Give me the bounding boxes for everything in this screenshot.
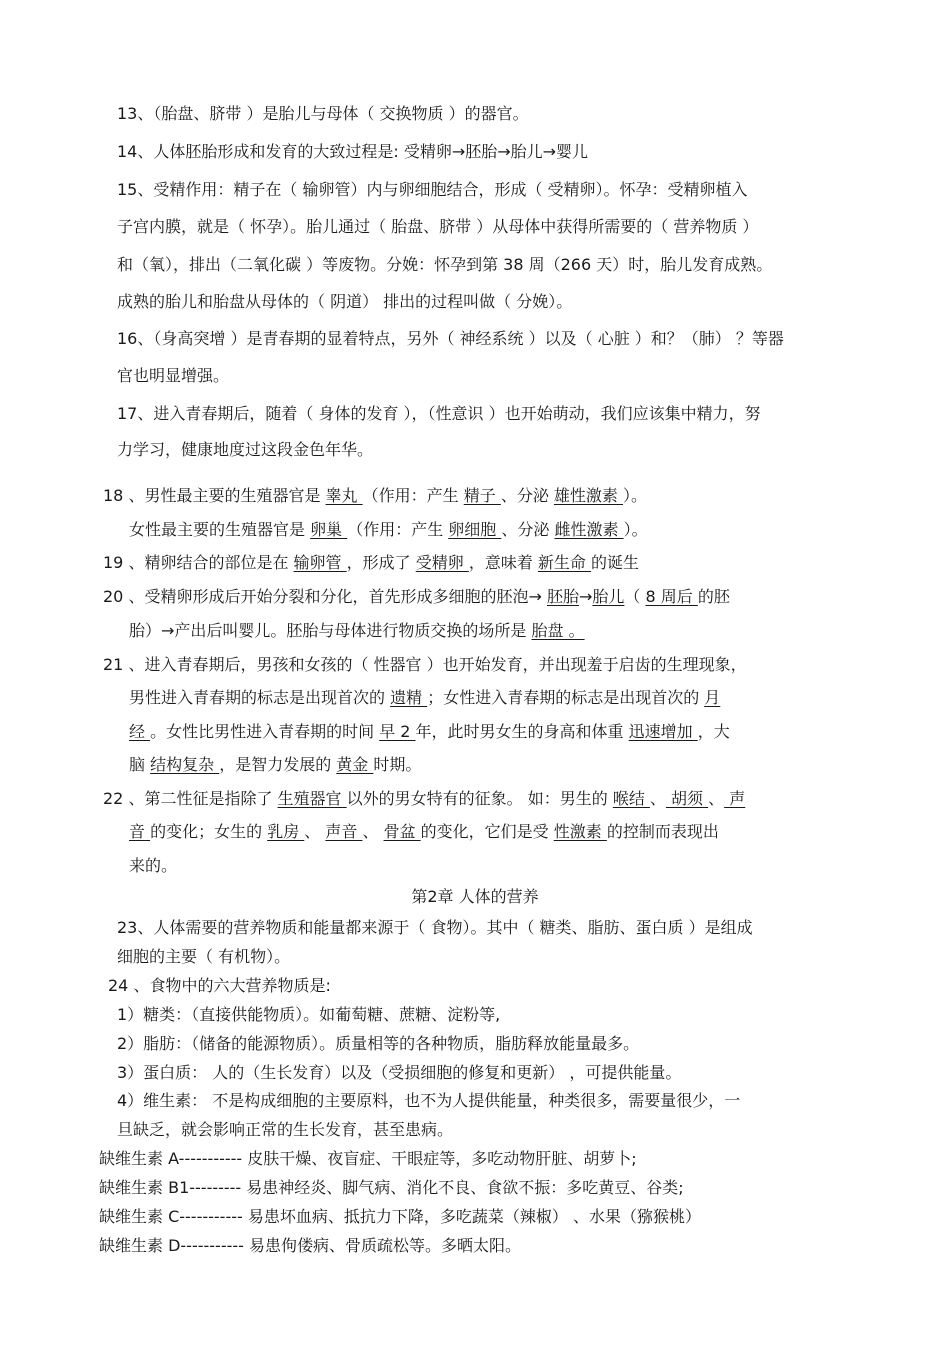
text: 16、（身高突增 ）是青春期的显着特点，另外（ 神经系统 ）以及（ 心脏 ）和？（肺） ？等器 <box>117 329 784 348</box>
line-18a <box>103 486 647 506</box>
blank-answer: 8 周后 <box>645 587 698 606</box>
line-22b <box>129 822 719 842</box>
text: 细胞的主要（ 有机物）。 <box>117 947 291 966</box>
text: 13、（胎盘、脐带 ）是胎儿与母体（ 交换物质 ）的器官。 <box>117 104 529 123</box>
text: 19 、精卵结合的部位是在 <box>103 553 294 572</box>
text: 1）糖类：（直接供能物质）。如葡萄糖、蔗糖、淀粉等, <box>117 1005 501 1024</box>
text: 的变化；女生的 <box>150 822 268 841</box>
text: ；女性进入青春期的标志是出现首次的 <box>427 688 705 707</box>
blank-answer: 音 <box>129 822 151 841</box>
text: 、分泌 <box>501 520 555 539</box>
blank-answer: 新生命 <box>537 553 592 572</box>
text: 年，此时男女生的身高和体重 <box>415 722 629 741</box>
blank-answer: 雌性激素 <box>554 520 624 539</box>
blank-answer: 胎儿 <box>592 587 625 606</box>
text: → <box>578 587 593 606</box>
text: 缺维生素 B1--------- 易患神经炎、脚气病、消化不良、食欲不振：多吃黄豆、谷类; <box>99 1178 684 1197</box>
line-17a <box>117 404 761 424</box>
blank-answer: 遗精 <box>390 688 428 707</box>
text: 子宫内膜，就是（ 怀孕）。胎儿通过（ 胎盘、脐带 ）从母体中获得所需要的（ 营养物质 ） <box>117 217 759 236</box>
vitamin-b1-line <box>99 1178 684 1198</box>
text: 的诞生 <box>591 553 640 572</box>
text: （作用：产生 <box>362 486 464 505</box>
blank-answer: 胚胎 <box>546 587 579 606</box>
line-21d <box>129 755 421 775</box>
line-14 <box>117 142 588 162</box>
text: 旦缺乏，就会影响正常的生长发育，甚至患病。 <box>117 1120 454 1139</box>
chapter-heading <box>0 887 950 907</box>
line-21c <box>129 722 730 742</box>
blank-answer: 卵细胞 <box>448 520 502 539</box>
line-16b <box>117 366 229 386</box>
blank-answer: 乳房 <box>267 822 305 841</box>
line-24-2 <box>117 1034 639 1054</box>
line-20a <box>103 587 730 607</box>
text: 24 、食物中的六大营养物质是: <box>108 976 331 995</box>
blank-answer: 迅速增加 <box>628 722 698 741</box>
text: 、 <box>304 822 326 841</box>
text: 时期。 <box>373 755 422 774</box>
line-16a <box>117 329 784 349</box>
blank-answer: 输卵管 <box>293 553 347 572</box>
text: ）。 <box>623 486 648 505</box>
text: 4）维生素： 不是构成细胞的主要原料，也不为人提供能量，种类很多，需要量很少，一 <box>117 1091 741 1110</box>
text: 以外的男女特有的征象。 如：男生的 <box>346 789 613 808</box>
blank-answer: 骨盆 <box>383 822 421 841</box>
vitamin-d-line <box>99 1236 521 1256</box>
text: ，形成了 <box>346 553 416 572</box>
blank-answer: 生殖器官 <box>277 789 347 808</box>
line-21b <box>129 688 720 708</box>
blank-answer: 黄金 <box>336 755 374 774</box>
text: 、 <box>708 789 725 808</box>
text: ，意味着 <box>468 553 538 572</box>
blank-answer: 睾丸 <box>325 486 363 505</box>
blank-answer: 喉结 <box>612 789 650 808</box>
text: 男性进入青春期的标志是出现首次的 <box>129 688 391 707</box>
text: 15、受精作用：精子在（ 输卵管）内与卵细胞结合，形成（ 受精卵）。怀孕：受精卵植入 <box>117 180 748 199</box>
line-19 <box>103 553 639 573</box>
text: 3）蛋白质： 人的（生长发育）以及（受损细胞的修复和更新） ，可提供能量。 <box>117 1063 682 1082</box>
line-24-1 <box>117 1005 500 1025</box>
line-24 <box>108 976 331 996</box>
blank-answer: 声 <box>724 789 746 808</box>
text: 。女性比男性进入青春期的时间 <box>150 722 380 741</box>
text: 缺维生素 D----------- 易患佝偻病、骨质疏松等。多晒太阳。 <box>99 1236 522 1255</box>
text: 的胚 <box>697 587 730 606</box>
blank-answer: 胡须 <box>665 789 709 808</box>
vitamin-a-line <box>99 1149 637 1169</box>
text: 胎）→产出后叫婴儿。胚胎与母体进行物质交换的场所是 <box>129 621 532 640</box>
blank-answer: 声音 <box>325 822 363 841</box>
vitamin-c-line <box>99 1207 701 1227</box>
text: （ <box>624 587 646 606</box>
text: ，是智力发展的 <box>219 755 337 774</box>
text: 的变化，它们是受 <box>420 822 554 841</box>
text: 来的。 <box>129 856 178 875</box>
line-15c <box>117 255 772 275</box>
text: 的控制而表现出 <box>606 822 719 841</box>
text: 22 、第二性征是指除了 <box>103 789 278 808</box>
text: 23、人体需要的营养物质和能量都来源于（ 食物）。其中（ 糖类、脂肪、蛋白质 ）是组成 <box>117 918 753 937</box>
line-24-4b <box>117 1120 453 1140</box>
heading-text: 第2章 人体的营养 <box>411 887 539 906</box>
line-22a <box>103 789 745 809</box>
line-15a <box>117 180 748 200</box>
line-18b <box>129 520 648 540</box>
blank-answer: 雄性激素 <box>553 486 624 505</box>
line-13 <box>117 104 529 124</box>
text: 缺维生素 A----------- 皮肤干燥、夜盲症、干眼症等，多吃动物肝脏、胡萝卜; <box>99 1149 637 1168</box>
blank-answer: 精子 <box>463 486 501 505</box>
text: 2）脂肪：（储备的能源物质）。质量相等的各种物质，脂肪释放能量最多。 <box>117 1034 640 1053</box>
line-15b <box>117 217 758 237</box>
text: 、分泌 <box>500 486 554 505</box>
line-22c <box>129 856 177 876</box>
line-21a <box>103 655 747 675</box>
blank-answer: 胎盘 。 <box>531 621 585 640</box>
text: 17、进入青春期后，随着（ 身体的发育 ），（性意识 ）也开始萌动，我们应该集中精力，努 <box>117 404 761 423</box>
text: ，大 <box>697 722 730 741</box>
text: 18 、男性最主要的生殖器官是 <box>103 486 326 505</box>
line-20b <box>129 621 585 641</box>
text: 和（氧），排出（二氧化碳 ）等废物。分娩：怀孕到第 38 周（266 天）时，胎儿发育成熟。 <box>117 255 773 274</box>
text: 缺维生素 C----------- 易患坏血病、抵抗力下降，多吃蔬菜（辣椒） 、水果（猕猴桃） <box>99 1207 701 1226</box>
text: 21 、进入青春期后，男孩和女孩的（ 性器官 ）也开始发育，并出现羞于启齿的生理现象， <box>103 655 747 674</box>
text: 力学习，健康地度过这段金色年华。 <box>117 440 374 459</box>
text: 20 、受精卵形成后开始分裂和分化，首先形成多细胞的胚泡→ <box>103 587 547 606</box>
line-24-3 <box>117 1063 681 1083</box>
text: 脑 <box>129 755 151 774</box>
line-23a <box>117 918 753 938</box>
blank-answer: 月 <box>704 688 721 707</box>
text: 女性最主要的生殖器官是 <box>129 520 311 539</box>
blank-answer: 早 2 <box>379 722 416 741</box>
text: 官也明显增强。 <box>117 366 230 385</box>
line-23b <box>117 947 290 967</box>
text: ）。 <box>623 520 648 539</box>
text: （作用：产生 <box>347 520 449 539</box>
blank-answer: 卵巢 <box>310 520 348 539</box>
blank-answer: 性激素 <box>553 822 607 841</box>
text: 、 <box>649 789 666 808</box>
line-17b <box>117 440 373 460</box>
line-24-4a <box>117 1091 740 1111</box>
line-15d <box>117 292 572 312</box>
text: 、 <box>362 822 384 841</box>
blank-answer: 受精卵 <box>415 553 469 572</box>
text: 成熟的胎儿和胎盘从母体的（ 阴道） 排出的过程叫做（ 分娩）。 <box>117 292 573 311</box>
text: 14、人体胚胎形成和发育的大致过程是: 受精卵→胚胎→胎儿→婴儿 <box>117 142 589 161</box>
blank-answer: 经 <box>129 722 151 741</box>
blank-answer: 结构复杂 <box>150 755 220 774</box>
